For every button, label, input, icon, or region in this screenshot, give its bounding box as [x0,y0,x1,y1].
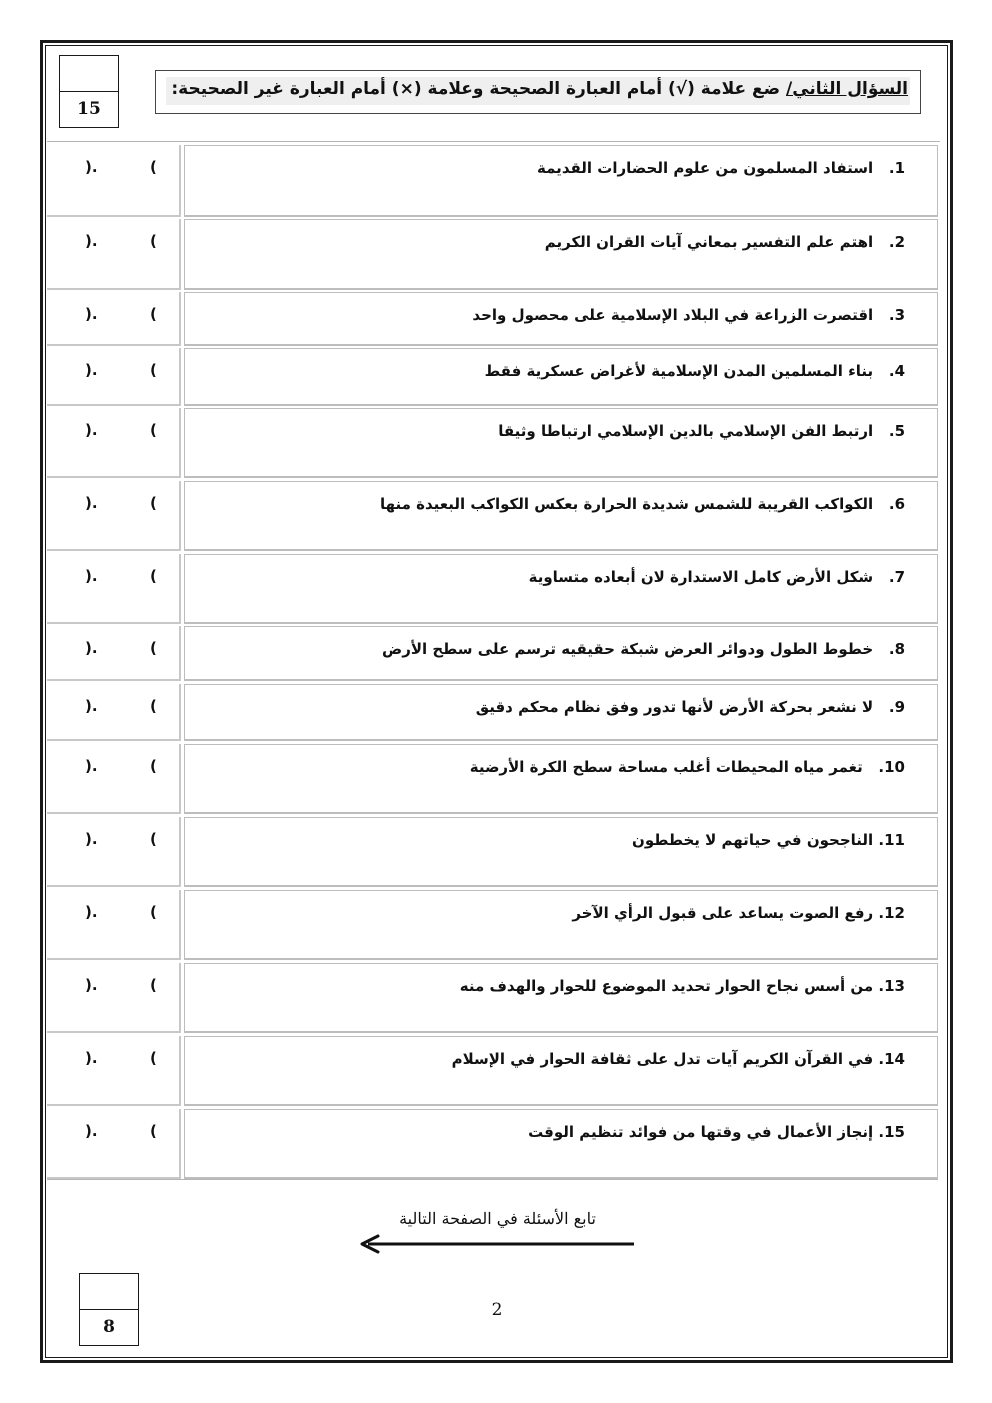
answer-cell[interactable] [47,408,181,478]
statement-cell [184,481,938,551]
answer-paren-open: ( [150,757,157,775]
answer-paren-close: ). [85,1122,98,1140]
statement-cell [184,554,938,624]
answer-paren-open: ( [150,1122,157,1140]
item-number: 15. [878,1123,905,1141]
statement [476,698,905,716]
question-row [47,145,938,217]
answer-paren-close: ). [85,697,98,715]
item-number: 5. [888,422,905,440]
answer-cell[interactable] [47,481,181,551]
item-number: 6. [888,495,905,513]
question-header [155,70,921,114]
question-row [47,1036,938,1106]
item-number: 14. [878,1050,905,1068]
answer-cell[interactable] [47,890,181,960]
answer-paren-close: ). [85,830,98,848]
statement [380,495,905,513]
answer-cell[interactable] [47,292,181,346]
score-box-total [59,55,119,128]
statement-text: الناجحون في حياتهم لا يخططون [632,831,874,849]
statement-cell [184,684,938,741]
answer-paren-close: ). [85,158,98,176]
answer-paren-open: ( [150,361,157,379]
statement-cell [184,145,938,217]
statement-text: اقتصرت الزراعة في البلاد الإسلامية على محصول واحد [472,306,874,324]
statement [572,904,905,922]
item-number: 13. [878,977,905,995]
answer-paren-open: ( [150,903,157,921]
answer-cell[interactable] [47,626,181,681]
statement [537,159,905,177]
score-box-page [79,1273,139,1346]
statement-text: رفع الصوت يساعد على قبول الرأي الآخر [572,904,874,922]
answer-cell[interactable] [47,348,181,406]
statement-text: خطوط الطول ودوائر العرض شبكة حقيقيه ترسم على سطح الأرض [382,640,874,658]
score-total-value: 15 [77,99,101,120]
answer-paren-close: ). [85,639,98,657]
answer-paren-close: ). [85,421,98,439]
statement [452,1050,905,1068]
answer-cell[interactable] [47,145,181,217]
score-earned-cell[interactable] [80,1274,138,1310]
answer-paren-close: ). [85,976,98,994]
answer-cell[interactable] [47,744,181,814]
answer-paren-open: ( [150,830,157,848]
statement-cell [184,817,938,887]
statement-cell [184,1109,938,1179]
answer-cell[interactable] [47,684,181,741]
answer-paren-close: ). [85,903,98,921]
statement-text: لا نشعر بحركة الأرض لأنها تدور وفق نظام محكم دقيق [475,698,874,716]
item-number: 1. [888,159,905,177]
question-row [47,348,938,406]
answer-cell[interactable] [47,963,181,1033]
item-number: 7. [888,568,905,586]
question-row [47,963,938,1033]
statement-cell [184,744,938,814]
item-number: 12. [878,904,905,922]
statement [545,233,905,251]
statement-cell [184,219,938,290]
footer-divider [47,1179,938,1180]
question-instruction-text: ضع علامة (√) أمام العبارة الصحيحة وعلامة (×) أمام العبارة غير الصحيحة: [171,79,786,99]
continue-note: تابع الأسئلة في الصفحة التالية [399,1209,596,1228]
statement [528,1123,905,1141]
statement [470,758,905,776]
question-row [47,481,938,551]
statement-text: إنجاز الأعمال في وقتها من فوائد تنظيم الوقت [528,1123,874,1141]
statement-cell [184,408,938,478]
answer-paren-close: ). [85,305,98,323]
question-row [47,684,938,741]
page-number: 2 [491,1300,503,1320]
arrow-left-icon [358,1232,638,1256]
statement-cell [184,292,938,346]
item-number: 2. [888,233,905,251]
answer-paren-close: ). [85,494,98,512]
answer-paren-open: ( [150,697,157,715]
statement-text: شكل الأرض كامل الاستدارة لان أبعاده متساوية [528,568,874,586]
statement-text: في القرآن الكريم آيات تدل على ثقافة الحوار في الإسلام [451,1050,874,1068]
question-lead: السؤال الثاني/ [786,79,908,99]
statement-cell [184,626,938,681]
question-row [47,554,938,624]
item-number: 9. [888,698,905,716]
item-number: 8. [888,640,905,658]
statement [498,422,905,440]
statement [382,640,905,658]
statement-cell [184,348,938,406]
statement-cell [184,963,938,1033]
question-row [47,817,938,887]
item-number: 10. [878,758,905,776]
answer-paren-open: ( [150,567,157,585]
statement [472,306,905,324]
answer-paren-close: ). [85,232,98,250]
answer-paren-open: ( [150,421,157,439]
question-row [47,890,938,960]
question-row [47,626,938,681]
answer-cell[interactable] [47,219,181,290]
answer-cell[interactable] [47,1109,181,1179]
question-instruction [171,79,908,99]
statement-text: الكواكب القريبة للشمس شديدة الحرارة بعكس الكواكب البعيدة منها [379,495,874,513]
statement-text: اهتم علم التفسير بمعاني آيات القران الكريم [544,233,874,251]
statement-text: تغمر مياه المحيطات أغلب مساحة سطح الكرة الأرضية [469,758,863,776]
answer-cell[interactable] [47,554,181,624]
answer-paren-open: ( [150,305,157,323]
answer-cell[interactable] [47,1036,181,1106]
question-row [47,292,938,346]
score-earned-cell[interactable] [60,56,118,92]
answer-paren-open: ( [150,494,157,512]
statement-cell [184,1036,938,1106]
statement-text: من أسس نجاح الحوار تحديد الموضوع للحوار والهدف منه [459,977,874,995]
answer-paren-close: ). [85,361,98,379]
answer-paren-open: ( [150,158,157,176]
statement [485,362,905,380]
answer-cell[interactable] [47,817,181,887]
answer-paren-close: ). [85,757,98,775]
header-divider [47,141,940,142]
answer-paren-open: ( [150,232,157,250]
question-row [47,1109,938,1179]
answer-paren-open: ( [150,1049,157,1067]
answer-paren-open: ( [150,639,157,657]
item-number: 4. [888,362,905,380]
statement-text: استفاد المسلمون من علوم الحضارات القديمة [537,159,874,177]
item-number: 3. [888,306,905,324]
statement [529,568,905,586]
answer-paren-close: ). [85,567,98,585]
statement-text: ارتبط الفن الإسلامي بالدين الإسلامي ارتباطا وثيقا [498,422,874,440]
answer-paren-open: ( [150,976,157,994]
statement-cell [184,890,938,960]
question-row [47,219,938,290]
statement [460,977,905,995]
statement-text: بناء المسلمين المدن الإسلامية لأغراض عسكرية فقط [484,362,874,380]
statement [632,831,905,849]
question-row [47,744,938,814]
item-number: 11. [878,831,905,849]
question-row [47,408,938,478]
answer-paren-close: ). [85,1049,98,1067]
score-page-value: 8 [103,1317,115,1338]
